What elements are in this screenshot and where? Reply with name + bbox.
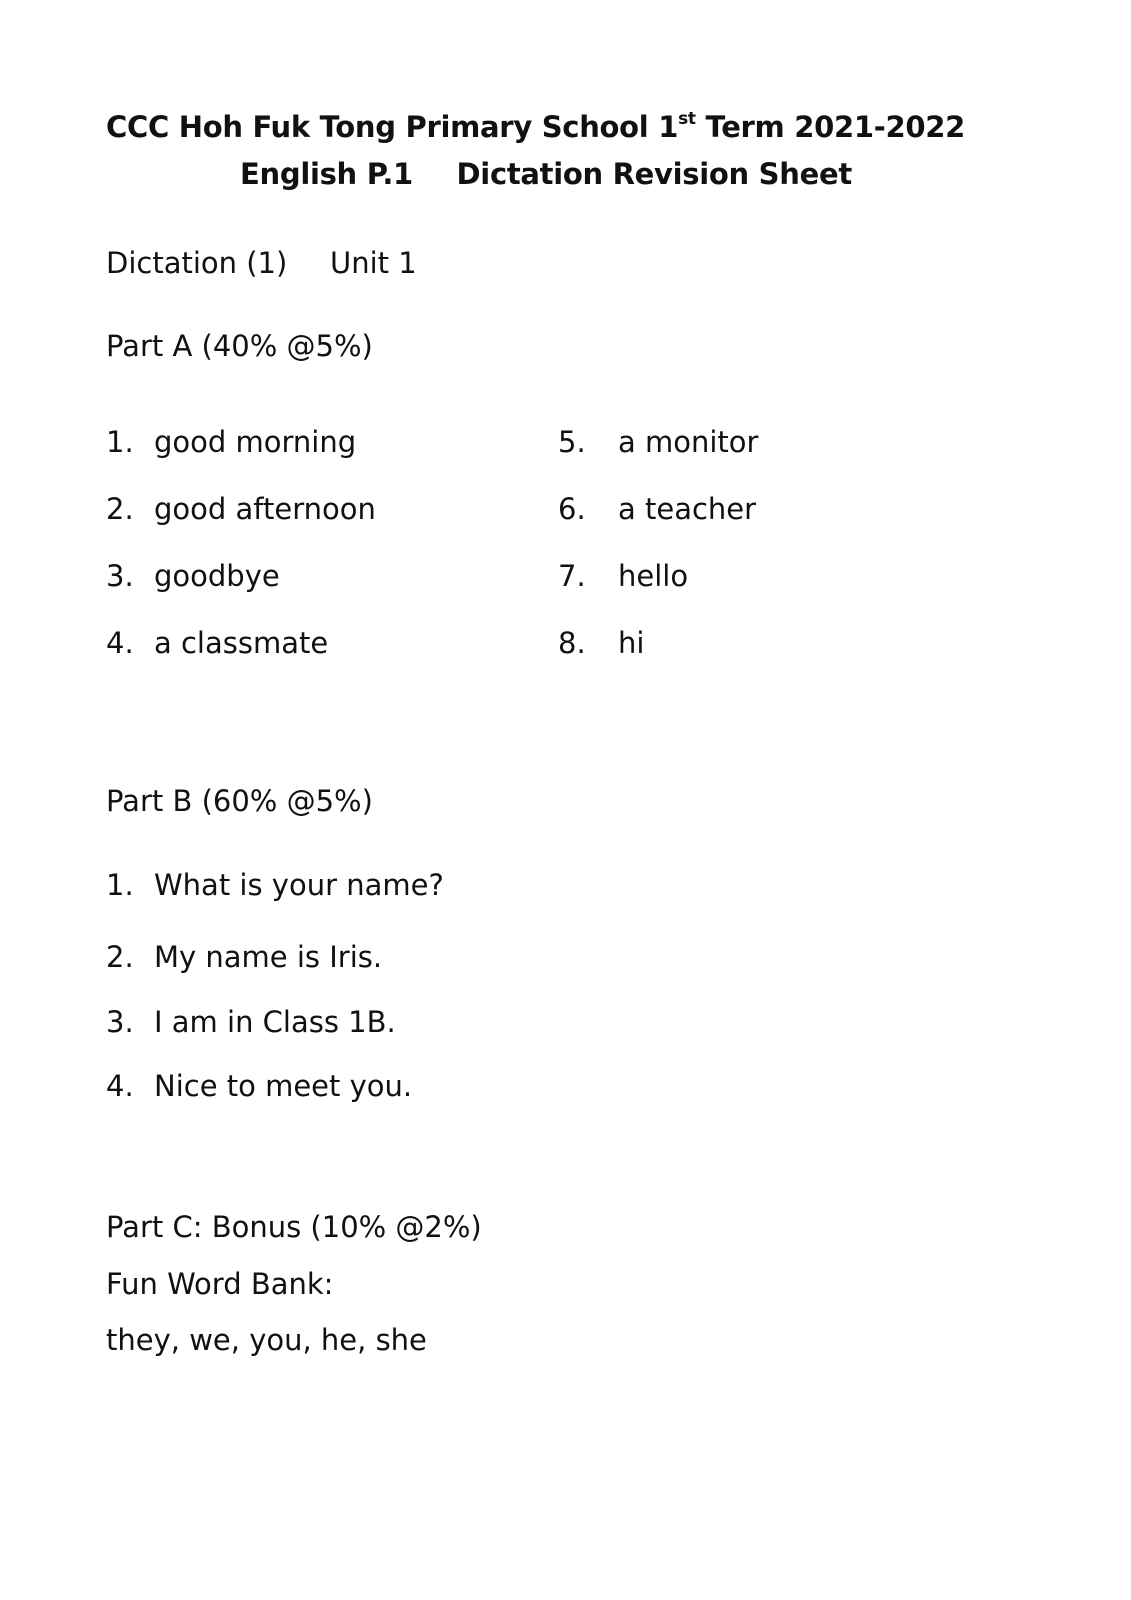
item-text: Nice to meet you. [154, 1069, 413, 1103]
item-text: a monitor [618, 425, 759, 459]
sheet-subtitle [240, 157, 852, 191]
part-a-heading: Part A (40% @5%) [106, 329, 373, 363]
sheet-title: Dictation Revision Sheet [456, 157, 852, 191]
item-number: 2. [106, 940, 134, 974]
item-number: 3. [106, 1005, 134, 1039]
list-item [106, 940, 382, 974]
item-text: I am in Class 1B. [154, 1005, 396, 1039]
unit-label: Unit 1 [330, 246, 417, 280]
list-item [106, 425, 356, 459]
part-b-heading: Part B (60% @5%) [106, 784, 373, 818]
list-item [558, 626, 644, 660]
item-number: 3. [106, 559, 134, 593]
item-number: 5. [558, 425, 586, 459]
list-item [106, 492, 376, 526]
item-number: 8. [558, 626, 586, 660]
item-number: 2. [106, 492, 134, 526]
word-bank-words: they, we, you, he, she [106, 1323, 427, 1357]
item-text: My name is Iris. [154, 940, 383, 974]
list-item [558, 492, 756, 526]
item-text: goodbye [154, 559, 280, 593]
word-bank-label: Fun Word Bank: [106, 1267, 334, 1301]
list-item [558, 425, 758, 459]
list-item [106, 1005, 396, 1039]
item-number: 7. [558, 559, 586, 593]
list-item [106, 868, 444, 902]
item-number: 4. [106, 1069, 134, 1103]
school-title [106, 110, 965, 144]
list-item [106, 559, 280, 593]
ordinal-suffix: st [678, 109, 696, 129]
item-number: 1. [106, 868, 134, 902]
school-name: CCC Hoh Fuk Tong Primary School 1 [106, 110, 679, 144]
list-item [558, 559, 688, 593]
item-text: hi [618, 626, 645, 660]
subject-label: English P.1 [240, 157, 413, 191]
list-item [106, 1069, 412, 1103]
item-text: a classmate [154, 626, 329, 660]
item-number: 4. [106, 626, 134, 660]
item-text: good morning [154, 425, 357, 459]
item-text: a teacher [618, 492, 757, 526]
list-item [106, 626, 328, 660]
item-text: hello [618, 559, 689, 593]
item-text: good afternoon [154, 492, 376, 526]
item-number: 1. [106, 425, 134, 459]
item-number: 6. [558, 492, 586, 526]
term-text: Term 2021-2022 [695, 110, 966, 144]
dictation-label: Dictation (1) [106, 246, 288, 280]
part-c-heading: Part C: Bonus (10% @2%) [106, 1210, 482, 1244]
item-text: What is your name? [154, 868, 444, 902]
